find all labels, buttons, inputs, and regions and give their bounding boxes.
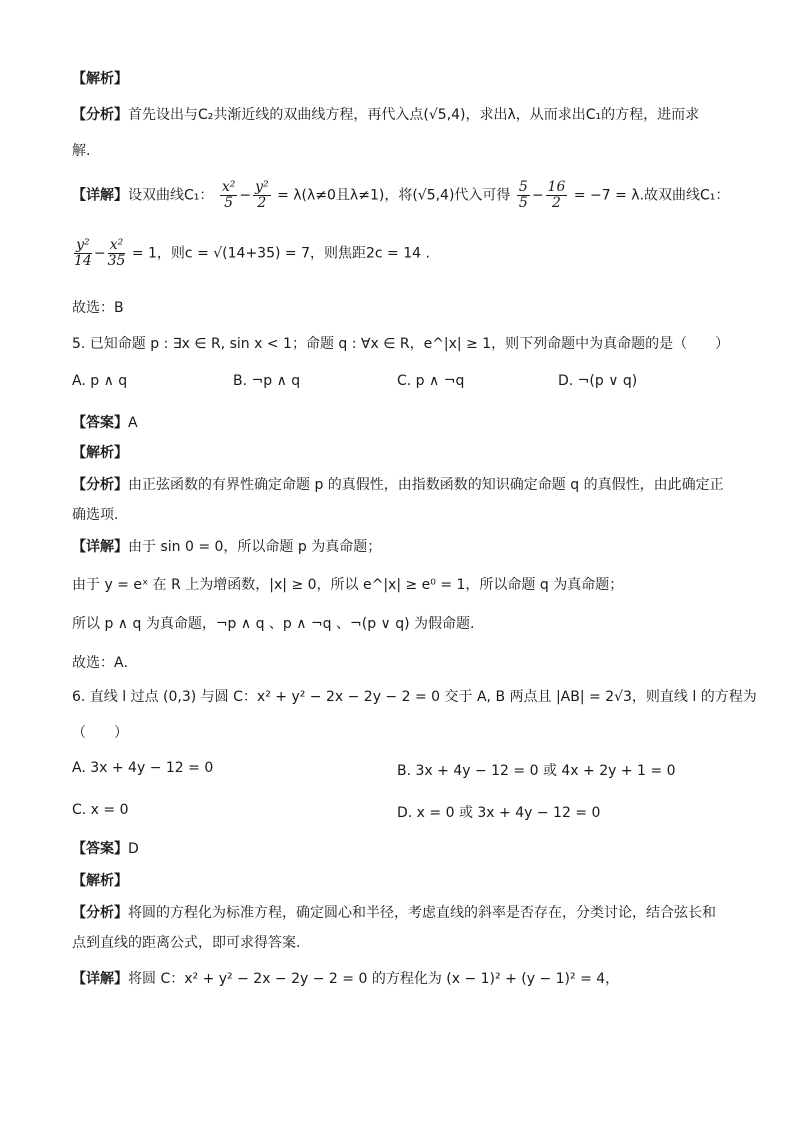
fraction: $\frac{\text{x²}}{5}$	[221, 179, 236, 211]
fraction: $\frac{\text{y²}}{14}$	[74, 237, 92, 269]
q5-analysis-heading: 【解析】	[72, 445, 128, 461]
q4-analysis-line: 【分析】首先设出与C₂共渐近线的双曲线方程，再代入点(√5,4)，求出λ，从而求出C₁的方程，进而求	[72, 107, 700, 123]
analysis-heading: 【解析】	[72, 71, 128, 87]
q6-stem-2: （ ）	[72, 725, 128, 741]
q6-analysis-line: 【分析】将圆的方程化为标准方程，确定圆心和半径，考虑直线的斜率是否存在，分类讨论，结合弦长和	[72, 905, 716, 921]
q5-answer: 【答案】A	[72, 415, 138, 431]
fraction: $\frac{\text{x²}}{35}$	[107, 237, 126, 269]
q6-analysis-heading: 【解析】	[72, 873, 128, 889]
q5-option-c: C. p ∧ ¬q	[397, 373, 465, 389]
fraction: $\frac{\text{y²}}{2}$	[255, 179, 269, 211]
q5-analysis-line-2: 确选项.	[72, 507, 119, 523]
fraction: $\frac{5}{5}$	[518, 179, 528, 211]
q4-choice: 故选：B	[72, 300, 124, 316]
q5-option-d: D. ¬(p ∨ q)	[558, 373, 638, 389]
q6-answer: 【答案】D	[72, 841, 139, 857]
q6-option-c: C. x = 0	[72, 802, 129, 818]
q6-option-d: D. x = 0 或 3x + 4y − 12 = 0	[397, 805, 601, 821]
q5-option-a: A. p ∧ q	[72, 373, 128, 389]
q6-stem: 6. 直线 l 过点 (0,3) 与圆 C：x² + y² − 2x − 2y − 2 = 0 交于 A, B 两点且 |AB| = 2√3，则直线 l 的方程为	[72, 689, 757, 705]
fraction: $\frac{16}{2}$	[547, 179, 566, 211]
q6-analysis-line-2: 点到直线的距离公式，即可求得答案.	[72, 935, 301, 951]
q5-option-b: B. ¬p ∧ q	[233, 373, 301, 389]
q4-detail-line: 【详解】设双曲线C₁： $\frac{\text{x²}}{5}$ − $\frac{\text{y²}}{2}$ = λ(λ≠0且λ≠1)，将(√5,4)代入可得 $\frac{5}{5}$ − $\frac{16}{2}$ = −7 = λ.故双曲线C₁：	[72, 179, 730, 211]
q4-detail-line-2: $\frac{\text{y²}}{14}$ − $\frac{\text{x²}}{35}$ = 1，则c = √(14+35) = 7，则焦距2c = 14 .	[74, 237, 430, 269]
q5-detail-line: 【详解】由于 sin 0 = 0，所以命题 p 为真命题；	[72, 539, 382, 555]
q6-detail-line: 【详解】将圆 C：x² + y² − 2x − 2y − 2 = 0 的方程化为 (x − 1)² + (y − 1)² = 4，	[72, 971, 620, 987]
q5-analysis-line: 【分析】由正弦函数的有界性确定命题 p 的真假性，由指数函数的知识确定命题 q 的真假性，由此确定正	[72, 477, 724, 493]
q5-stem: 5. 已知命题 p : ∃x ∈ R, sin x < 1；命题 q : ∀x ∈ R，e^|x| ≥ 1，则下列命题中为真命题的是（ ）	[72, 336, 730, 352]
q6-option-b: B. 3x + 4y − 12 = 0 或 4x + 2y + 1 = 0	[397, 763, 676, 779]
q5-detail-line-3: 所以 p ∧ q 为真命题，¬p ∧ q 、p ∧ ¬q 、¬(p ∨ q) 为假命题.	[72, 616, 475, 632]
q6-option-a: A. 3x + 4y − 12 = 0	[72, 760, 214, 776]
q5-detail-line-2: 由于 y = eˣ 在 R 上为增函数，|x| ≥ 0，所以 e^|x| ≥ e⁰ = 1，所以命题 q 为真命题；	[72, 577, 624, 593]
q4-analysis-line-2: 解.	[72, 143, 91, 159]
q5-choice: 故选：A．	[72, 655, 138, 671]
